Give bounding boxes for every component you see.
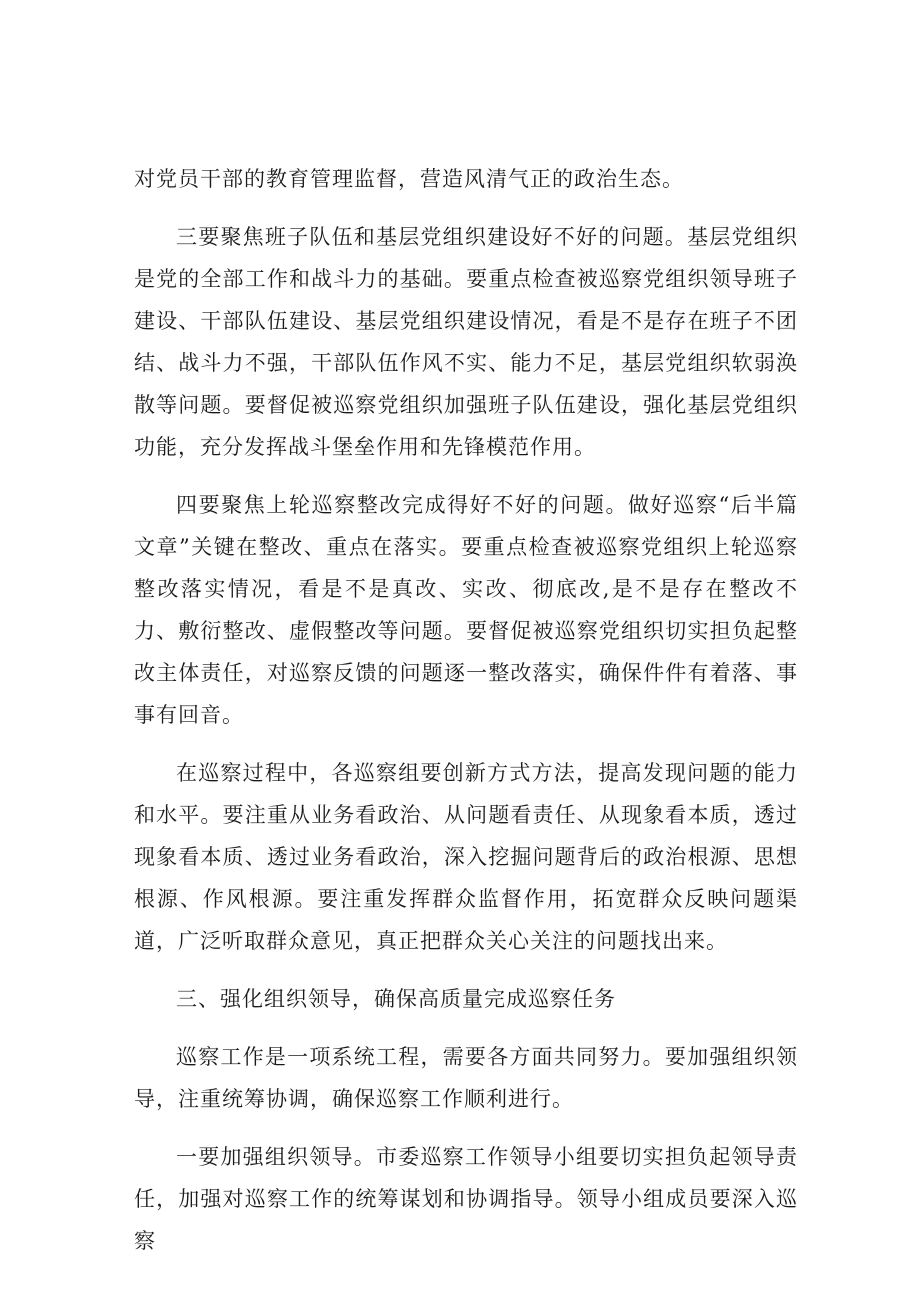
paragraph-focus-three: 三要聚焦班子队伍和基层党组织建设好不好的问题。基层党组织是党的全部工作和战斗力的基础。要重点检查被巡察党组织领导班子建设、干部队伍建设、基层党组织建设情况，看是不是存在班子不团结、战斗力不强，干部队伍作风不实、能力不足，基层党组织软弱涣散等问题。要督促被巡察党组织加强班子队伍建设，强化基层党组织功能，充分发挥战斗堡垒作用和先锋模范作用。 xyxy=(134,225,798,459)
paragraph-systematic-project: 巡察工作是一项系统工程，需要各方面共同努力。要加强组织领导，注重统筹协调，确保巡察工作顺利进行。 xyxy=(134,1045,798,1111)
paragraph-inspection-process: 在巡察过程中，各巡察组要创新方式方法，提高发现问题的能力和水平。要注重从业务看政治、从问题看责任、从现象看本质，透过现象看本质、透过业务看政治，深入挖掘问题背后的政治根源、思想根源、作风根源。要注重发挥群众监督作用，拓宽群众反映问题渠道，广泛听取群众意见，真正把群众关心关注的问题找出来。 xyxy=(134,761,798,953)
section-heading-three: 三、强化组织领导，确保高质量完成巡察任务 xyxy=(176,987,616,1011)
paragraph-focus-four: 四要聚焦上轮巡察整改完成得好不好的问题。做好巡察“后半篇文章”关键在整改、重点在落实。要重点检查被巡察党组织上轮巡察整改落实情况，看是不是真改、实改、彻底改,是不是存在整改不力、敷衍整改、虚假整改等问题。要督促被巡察党组织切实担负起整改主体责任，对巡察反馈的问题逐一整改落实，确保件件有着落、事事有回音。 xyxy=(134,493,798,727)
paragraph-continued: 对党员干部的教育管理监督，营造风清气正的政治生态。 xyxy=(134,167,684,191)
paragraph-strengthen-leadership: 一要加强组织领导。市委巡察工作领导小组要切实担负起领导责任，加强对巡察工作的统筹谋划和协调指导。领导小组成员要深入巡察 xyxy=(134,1145,798,1253)
document-body xyxy=(134,158,798,1278)
